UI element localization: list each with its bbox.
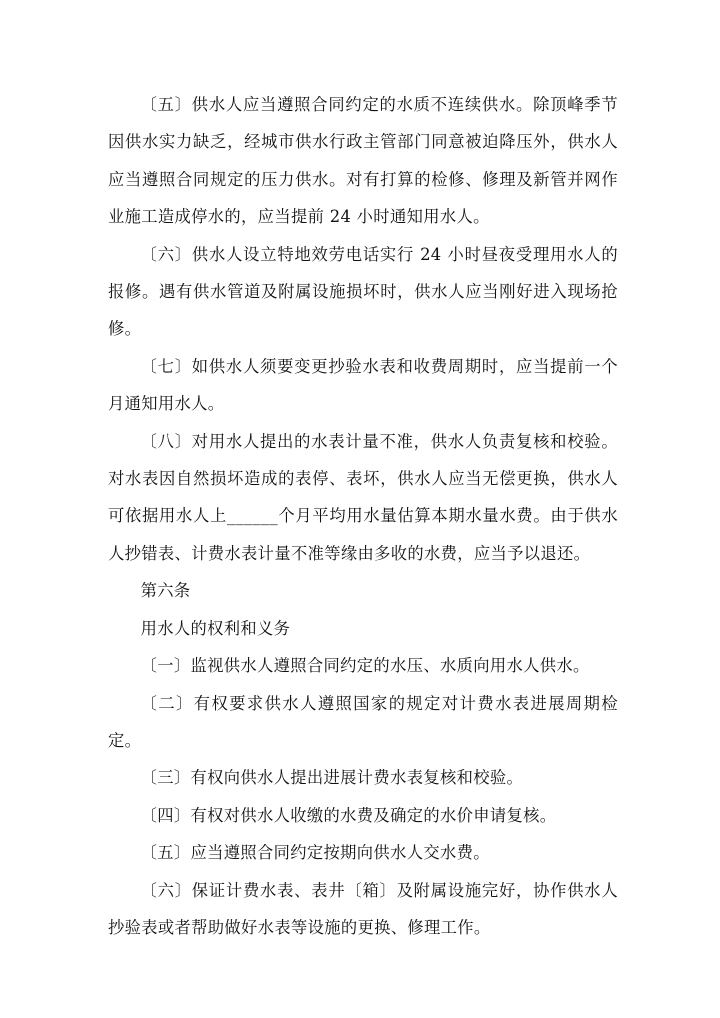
paragraph-user-fee-review: 〔四〕有权对供水人收缴的水费及确定的水价申请复核。 (140, 805, 557, 825)
paragraph-user-meter-review: 〔三〕有权向供水人提出进展计费水表复核和校验。 (140, 768, 524, 788)
paragraph-supplier-billing-cycle: 〔七〕如供水人须要变更抄验水表和收费周期时，应当提前一个月通知用水人。 (108, 356, 618, 414)
section-heading: 用水人的权利和义务 (140, 618, 291, 638)
paragraph-user-facility-maintenance: 〔六〕保证计费水表、表井〔箱〕及附属设施完好，协作供水人抄验表或者帮助做好水表等设施的更换、修理工作。 (108, 880, 618, 937)
paragraph-supplier-repair-hotline: 〔六〕供水人设立特地效劳电话实行 24 小时昼夜受理用水人的报修。遇有供水管道及附属设施损坏时，供水人应当刚好进入现场抢修。 (108, 244, 618, 339)
paragraph-user-meter-verification: 〔二〕有权要求供水人遵照国家的规定对计费水表进展周期检定。 (108, 693, 618, 750)
paragraph-user-payment: 〔五〕应当遵照合同约定按期向供水人交水费。 (140, 843, 490, 863)
article-heading: 第六条 (140, 581, 191, 601)
paragraph-supplier-meter-accuracy: 〔八〕对用水人提出的水表计量不准，供水人负责复核和校验。对水表因自然损坏造成的表停、表坏，供水人应当无偿更换，供水人可依据用水人上______个月平均用水量估算本期水量水费。由于供水人抄错表、计费水表计量不准等缘由多收的水费，应当予以退还。 (108, 431, 618, 563)
document-body (108, 86, 618, 946)
paragraph-supplier-water-quality: 〔五〕供水人应当遵照合同约定的水质不连续供水。除顶峰季节因供水实力缺乏，经城市供水行政主管部门同意被迫降压外，供水人应当遵照合同规定的压力供水。对有打算的检修、修理及新管并网作业施工造成停水的，应当提前 24 小时通知用水人。 (108, 95, 618, 227)
paragraph-user-supervise: 〔一〕监视供水人遵照合同约定的水压、水质向用水人供水。 (140, 656, 590, 676)
